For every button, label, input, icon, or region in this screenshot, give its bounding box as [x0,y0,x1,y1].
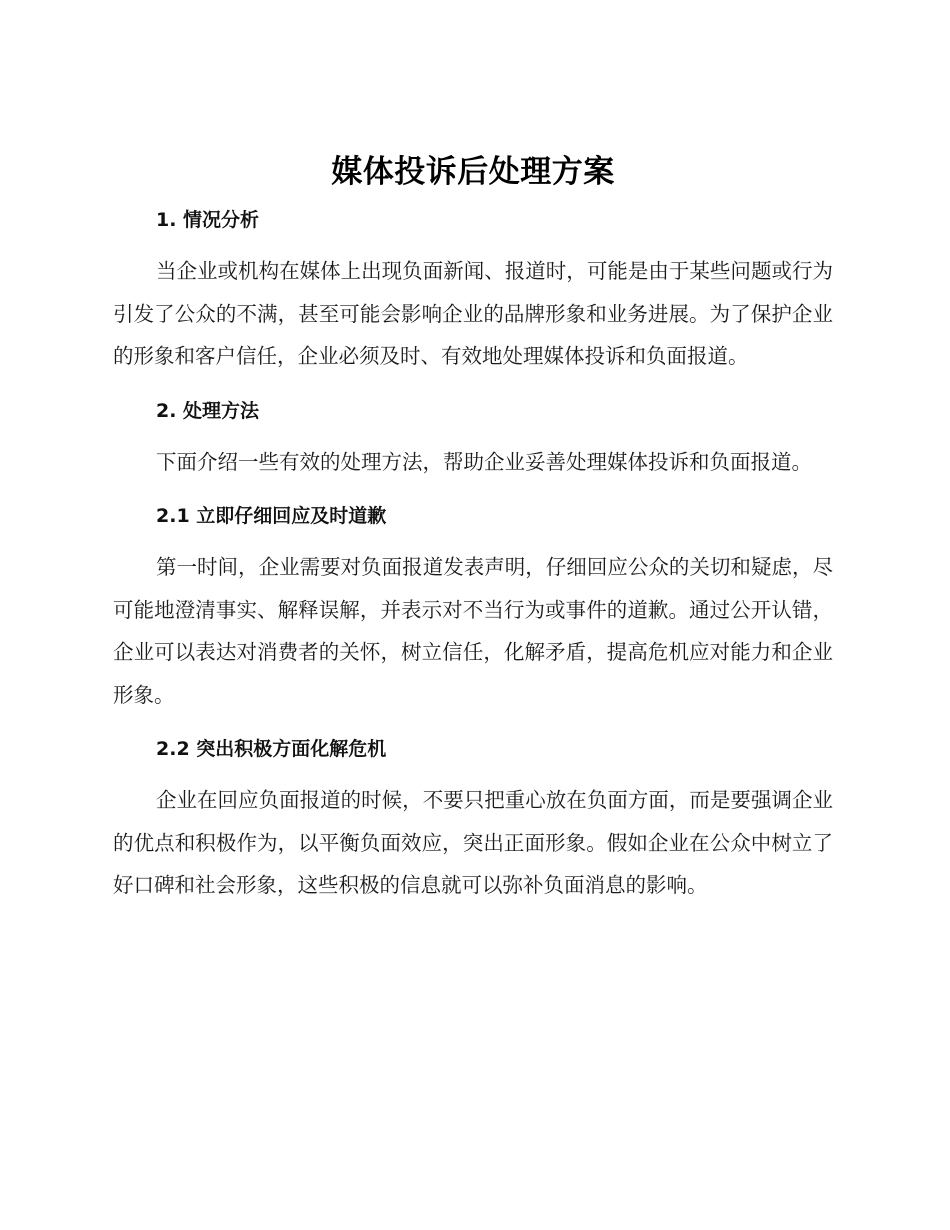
document-title: 媒体投诉后处理方案 [331,154,615,190]
section-handling-methods [113,396,833,484]
section-paragraph: 下面介绍一些有效的处理方法，帮助企业妥善处理媒体投诉和负面报道。 [156,449,812,474]
section-highlight-positives [113,734,833,907]
section-paragraph: 企业在回应负面报道的时候，不要只把重心放在负面方面，而是要强调企业的优点和积极作为，以平衡负面效应，突出正面形象。假如企业在公众中树立了好口碑和社会形象，这些积极的信息就可以弥补负面消息的影响。 [113,788,833,897]
section-situation-analysis [113,205,833,378]
section-heading: 2. 处理方法 [156,399,260,422]
section-respond-and-apologize [113,501,833,716]
section-paragraph: 第一时间，企业需要对负面报道发表声明，仔细回应公众的关切和疑虑，尽可能地澄清事实、解释误解，并表示对不当行为或事件的道歉。通过公开认错，企业可以表达对消费者的关怀，树立信任，化解矛盾，提高危机应对能力和企业形象。 [113,555,833,707]
document-body [113,150,833,907]
section-heading: 1. 情况分析 [156,209,260,231]
section-heading: 2.2 突出积极方面化解危机 [156,738,387,760]
section-paragraph: 当企业或机构在媒体上出现负面新闻、报道时，可能是由于某些问题或行为引发了公众的不满，甚至可能会影响企业的品牌形象和业务进展。为了保护企业的形象和客户信任，企业必须及时、有效地处理媒体投诉和负面报道。 [113,259,833,368]
section-heading: 2.1 立即仔细回应及时道歉 [156,505,387,527]
